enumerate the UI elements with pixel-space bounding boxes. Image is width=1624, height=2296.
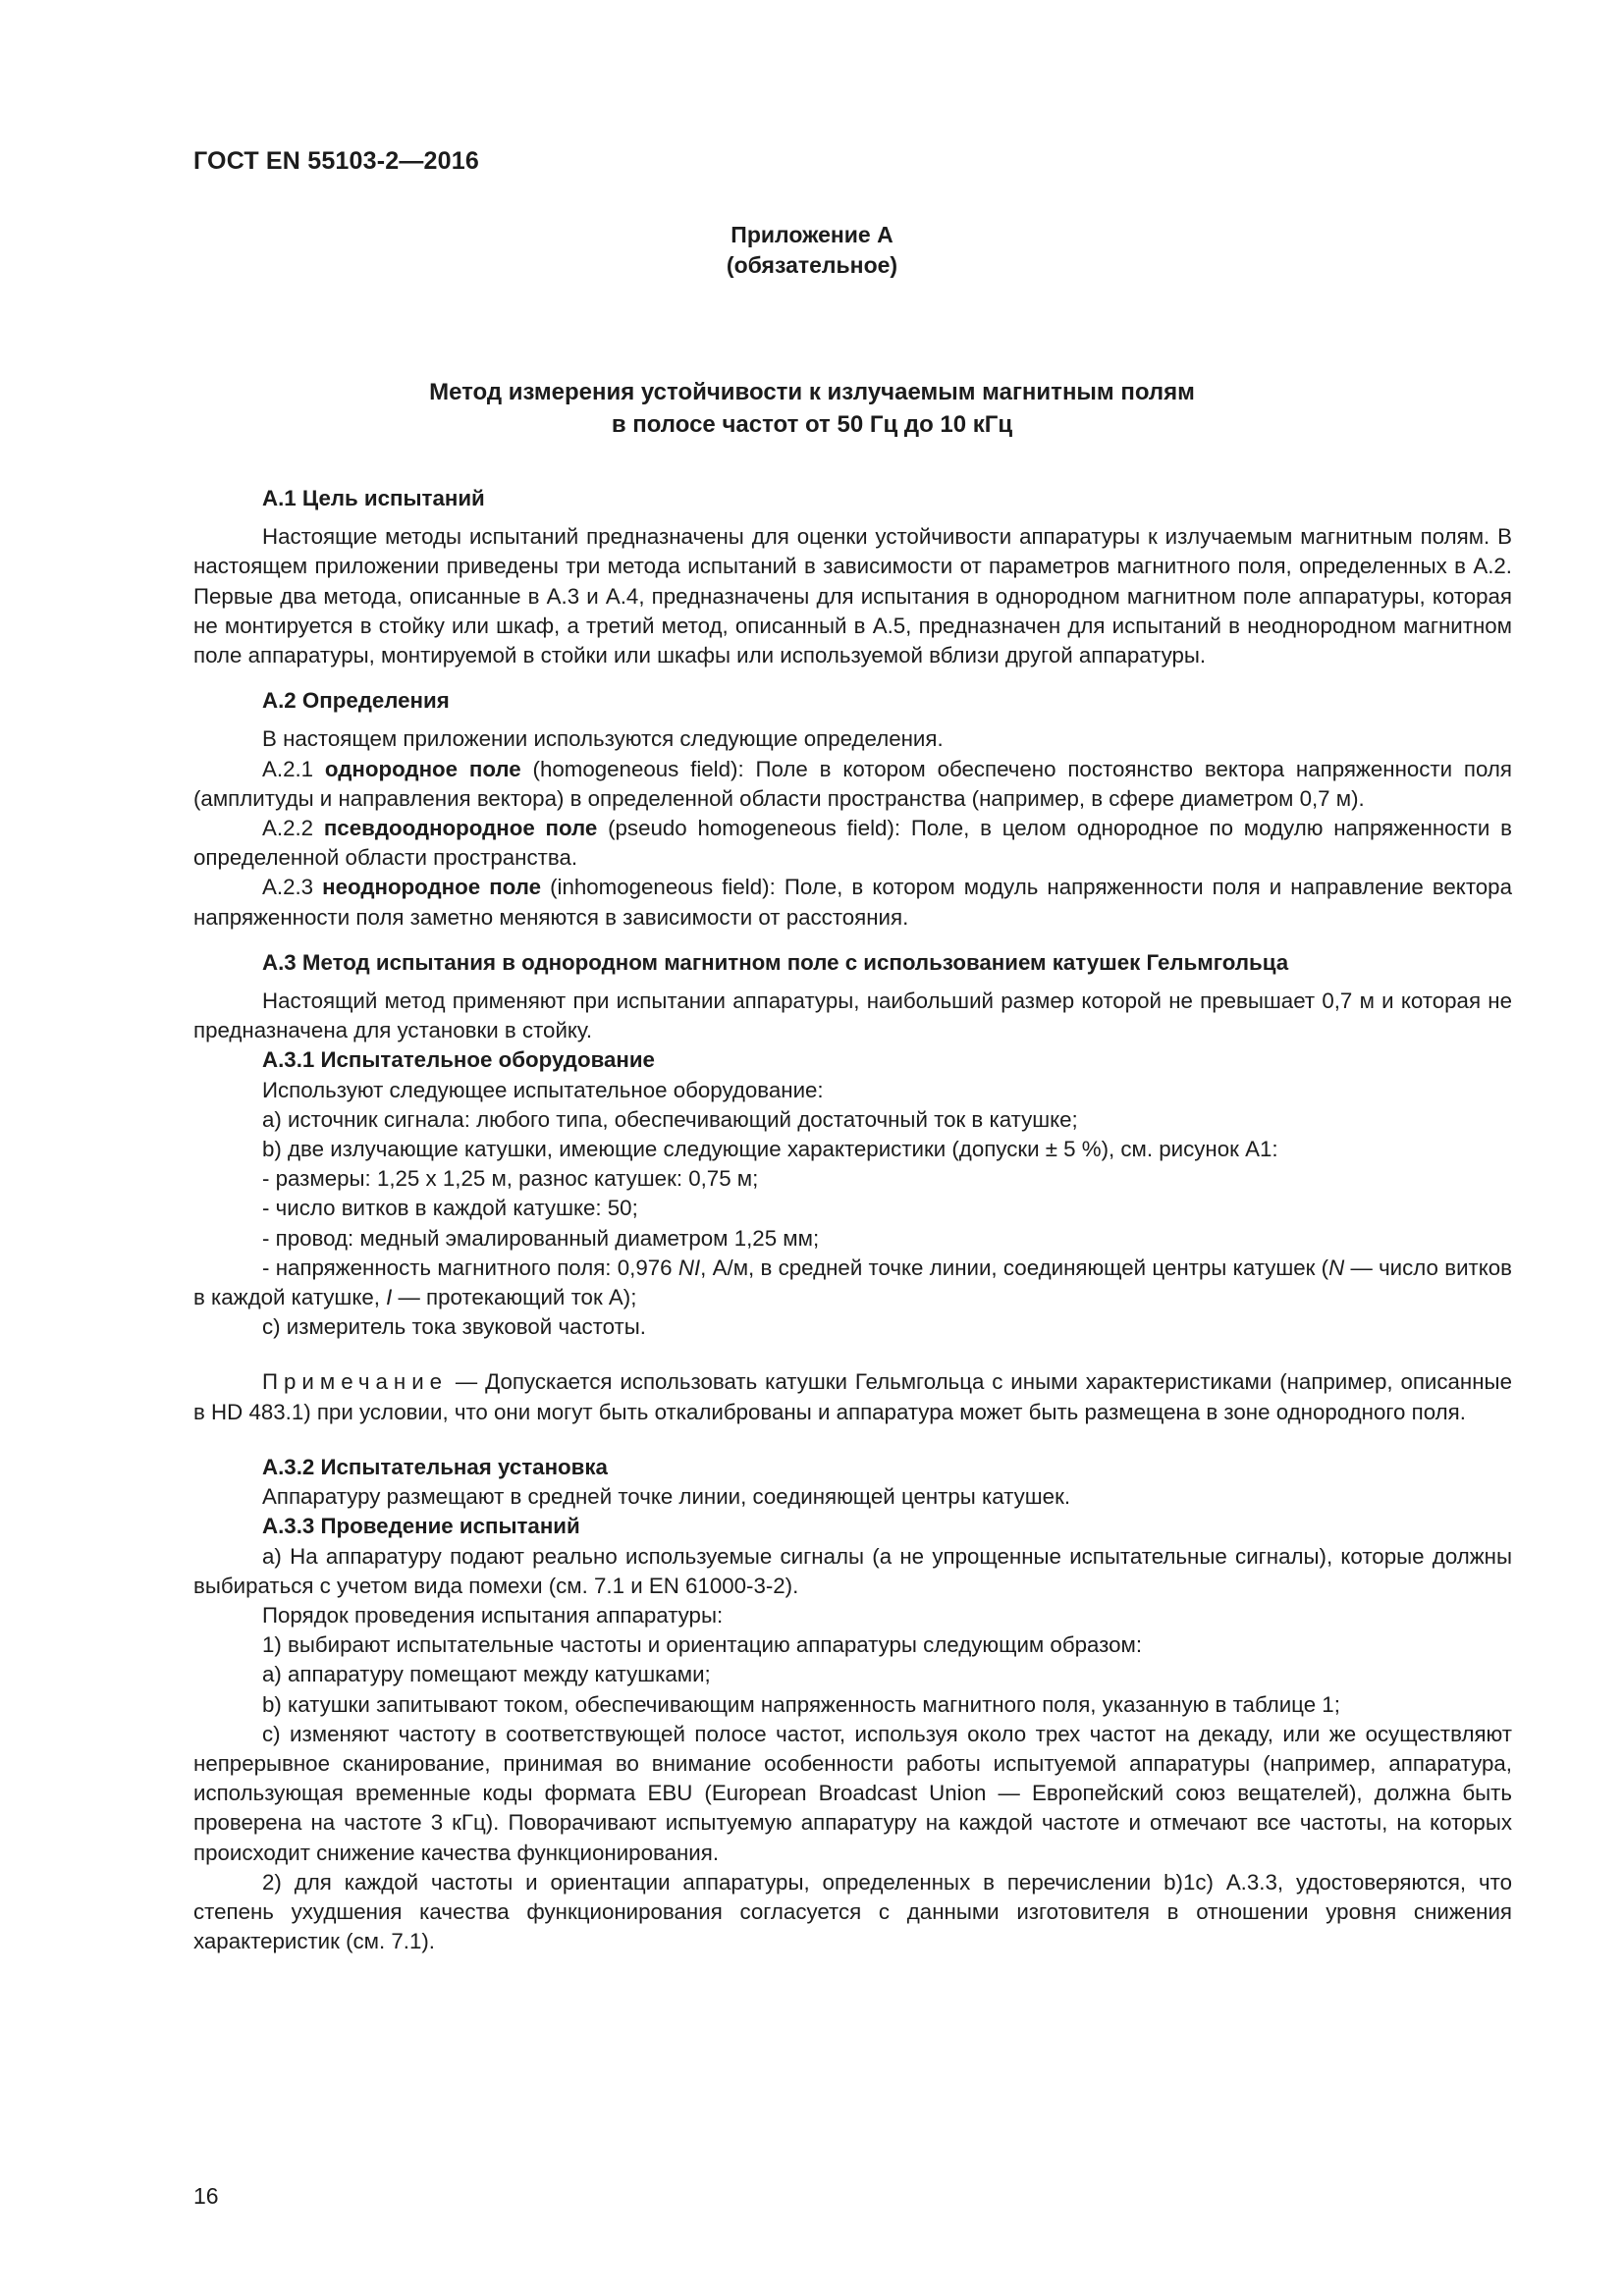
definition-a23 <box>193 873 1512 932</box>
note-text: — Допускается использовать катушки Гельмгольца с иными характеристиками (например, описанные в HD 483.1) при условии, что они могут быть откалиброваны и аппаратура может быть размещена в зоне однородного поля. <box>193 1369 1512 1424</box>
definition-term: псевдооднородное поле <box>323 816 598 841</box>
definition-term: неоднородное поле <box>322 875 542 900</box>
section-a31-intro: Используют следующее испытательное оборудование: <box>262 1077 824 1102</box>
definition-text: (homogeneous field): Поле в котором обеспечено постоянство вектора напряженности поля (амплитуды и направления вектора) в определенной области пространства (например, в сфере диаметром 0,7 м). <box>193 756 1512 811</box>
annex-title-line2: в полосе частот от 50 Гц до 10 кГц <box>611 411 1013 438</box>
section-a2-heading: А.2 Определения <box>262 688 450 714</box>
dash-item-field-strength <box>193 1254 1512 1312</box>
section-a32-heading: А.3.2 Испытательная установка <box>262 1454 608 1479</box>
section-a1-heading: А.1 Цель испытаний <box>262 486 485 510</box>
note <box>193 1367 1512 1426</box>
section-a33-p7: 2) для каждой частоты и ориентации аппаратуры, определенных в перечислении b)1с) А.3.3, удостоверяются, что степень ухудшения качества функционирования согласуется с данными изготовителя в отношении уровня снижения характеристик (см. 7.1). <box>193 1869 1512 1954</box>
definition-a21 <box>193 755 1512 814</box>
list-item-a: а) источник сигнала: любого типа, обеспечивающий достаточный ток в катушке; <box>262 1106 1078 1132</box>
field-strength-symbol: NI <box>677 1255 701 1280</box>
current-symbol: I <box>386 1285 393 1310</box>
definition-term: однородное поле <box>324 756 521 781</box>
field-strength-text: — протекающий ток А); <box>392 1285 637 1310</box>
annex-status: (обязательное) <box>726 252 898 278</box>
section-a1-text: Настоящие методы испытаний предназначены для оценки устойчивости аппаратуры к излучаемым магнитным полям. В настоящем приложении приведены три метода испытаний в зависимости от параметров магнитного поля, определенных в А.2. Первые два метода, описанные в А.3 и А.4, предназначены для испытания в однородном магнитном поле аппаратуры, которая не монтируется в стойку или шкаф, а третий метод, описанный в А.5, предназначен для испытаний в неоднородном магнитном поле аппаратуры, монтируемой в стойки или шкафы или используемой вблизи другой аппаратуры. <box>193 524 1512 668</box>
field-strength-text: - напряженность магнитного поля: 0,976 <box>262 1255 678 1280</box>
section-a32-text: Аппаратуру размещают в средней точке линии, соединяющей центры катушек. <box>262 1484 1071 1510</box>
annex-title-line1: Метод измерения устойчивости к излучаемым магнитным полям <box>429 379 1195 405</box>
list-item-c: с) измеритель тока звуковой частоты. <box>262 1314 646 1340</box>
note-label: Примечание <box>262 1369 449 1395</box>
definition-number: А.2.3 <box>262 875 323 900</box>
dash-item-wire: - провод: медный эмалированный диаметром 1,25 мм; <box>262 1225 820 1251</box>
section-a2-intro: В настоящем приложении используются следующие определения. <box>262 726 944 752</box>
document-body <box>193 484 1512 1956</box>
section-a33-heading: А.3.3 Проведение испытаний <box>262 1514 580 1539</box>
dash-item-turns: - число витков в каждой катушке: 50; <box>262 1196 638 1221</box>
field-strength-text: , А/м, в средней точке линии, соединяющей центры катушек ( <box>700 1255 1329 1280</box>
section-a33-p4: а) аппаратуру помещают между катушками; <box>262 1662 711 1687</box>
definition-number: А.2.2 <box>262 816 324 841</box>
definition-text: (pseudo homogeneous field): Поле, в целом однородное по модулю напряженности в определенной области пространства. <box>193 816 1512 871</box>
section-a3-intro: Настоящий метод применяют при испытании аппаратуры, наибольший размер которой не превышает 0,7 м и которая не предназначена для установки в стойку. <box>193 988 1512 1043</box>
page-number: 16 <box>193 2183 219 2209</box>
list-item-b: b) две излучающие катушки, имеющие следующие характеристики (допуски ± 5 %), см. рисунок А1: <box>262 1137 1278 1162</box>
section-a33-p5: b) катушки запитывают током, обеспечивающим напряженность магнитного поля, указанную в таблице 1; <box>262 1691 1340 1717</box>
standard-id: ГОСТ EN 55103-2—2016 <box>193 147 479 175</box>
section-a33-p3: 1) выбирают испытательные частоты и ориентацию аппаратуры следующим образом: <box>262 1632 1143 1658</box>
section-a33-p1: а) На аппаратуру подают реально используемые сигналы (а не упрощенные испытательные сигналы), которые должны выбираться с учетом вида помехи (см. 7.1 и EN 61000-3-2). <box>193 1543 1512 1598</box>
section-a33-p2: Порядок проведения испытания аппаратуры: <box>262 1602 724 1628</box>
field-strength-text: — число витков в каждой катушке, <box>193 1255 1512 1310</box>
turns-symbol: N <box>1328 1255 1345 1280</box>
section-a31-heading: А.3.1 Испытательное оборудование <box>262 1047 655 1073</box>
section-a3-heading: А.3 Метод испытания в однородном магнитном поле с использованием катушек Гельмгольца <box>262 949 1289 975</box>
annex-label: Приложение А <box>731 222 893 247</box>
definition-a22 <box>193 814 1512 873</box>
section-a33-p6: с) изменяют частоту в соответствующей полосе частот, используя около трех частот на декаду, или же осуществляют непрерывное сканирование, принимая во внимание особенности работы испытуемой аппаратуры (например, аппаратура, использующая временные коды формата EBU (European Broadcast Union — Европейский союз вещателей), должна быть проверена на частоте 3 кГц). Поворачивают испытуемую аппаратуру на каждой частоте и отмечают все частоты, на которых происходит снижение качества функционирования. <box>193 1721 1512 1865</box>
dash-item-dimensions: - размеры: 1,25 x 1,25 м, разнос катушек: 0,75 м; <box>262 1166 759 1192</box>
definition-number: А.2.1 <box>262 756 325 781</box>
definition-text: (inhomogeneous field): Поле, в котором модуль напряженности поля и направление вектора напряженности поля заметно меняются в зависимости от расстояния. <box>193 875 1512 930</box>
